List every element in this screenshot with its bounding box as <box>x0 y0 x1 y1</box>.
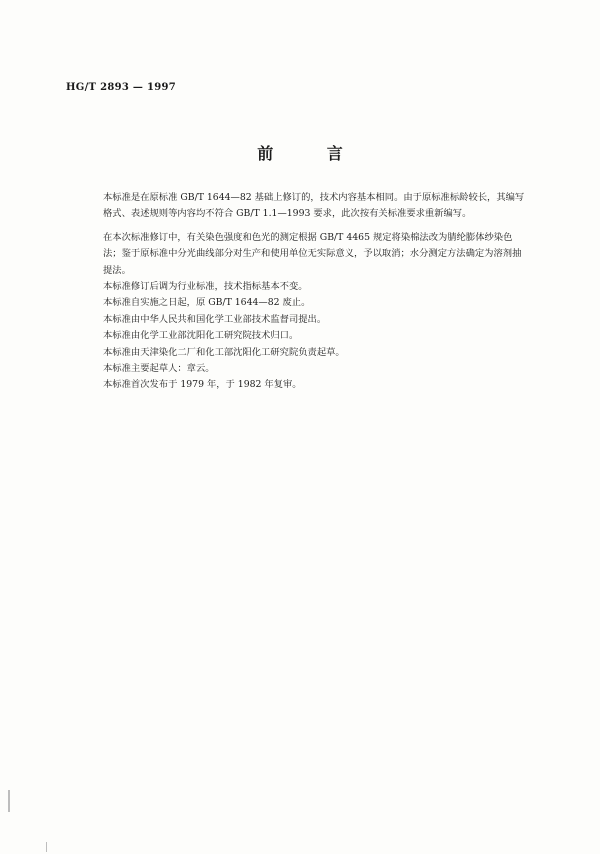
page-title: 前 言 <box>257 144 367 163</box>
paragraph-9: 本标准首次发布于 1979 年，于 1982 年复审。 <box>103 379 302 391</box>
scan-margin-mark <box>8 790 10 812</box>
document-number: HG/T 2893 — 1997 <box>66 82 176 93</box>
paragraph-7: 本标准由天津染化二厂和化工部沈阳化工研究院负责起草。 <box>103 346 345 358</box>
paragraph-5: 本标准由中华人民共和国化学工业部技术监督司提出。 <box>103 313 327 325</box>
paragraph-6: 本标准由化学工业部沈阳化工研究院技术归口。 <box>103 330 299 342</box>
paragraph-4: 本标准自实施之日起，原 GB/T 1644—82 废止。 <box>103 297 311 309</box>
paragraph-3: 本标准修订后调为行业标准，技术指标基本不变。 <box>103 281 308 293</box>
foreword-body <box>88 190 526 394</box>
paragraph-2: 在本次标准修订中，有关染色强度和色光的测定根据 GB/T 4465 规定将染棉法改为腈纶膨体纱染色法；鉴于原标准中分光曲线部分对生产和使用单位无实际意义，予以取消；水分测定方法确定为溶剂抽提法。 <box>103 231 522 276</box>
paragraph-1: 本标准是在原标准 GB/T 1644—82 基础上修订的，技术内容基本相同。由于原标准标龄较长，其编写格式、表述规则等内容均不符合 GB/T 1.1—1993 要求，此次按有关标准要求重新编写。 <box>103 192 525 220</box>
scan-margin-mark <box>46 842 47 852</box>
paragraph-8: 本标准主要起草人：章云。 <box>103 363 215 375</box>
